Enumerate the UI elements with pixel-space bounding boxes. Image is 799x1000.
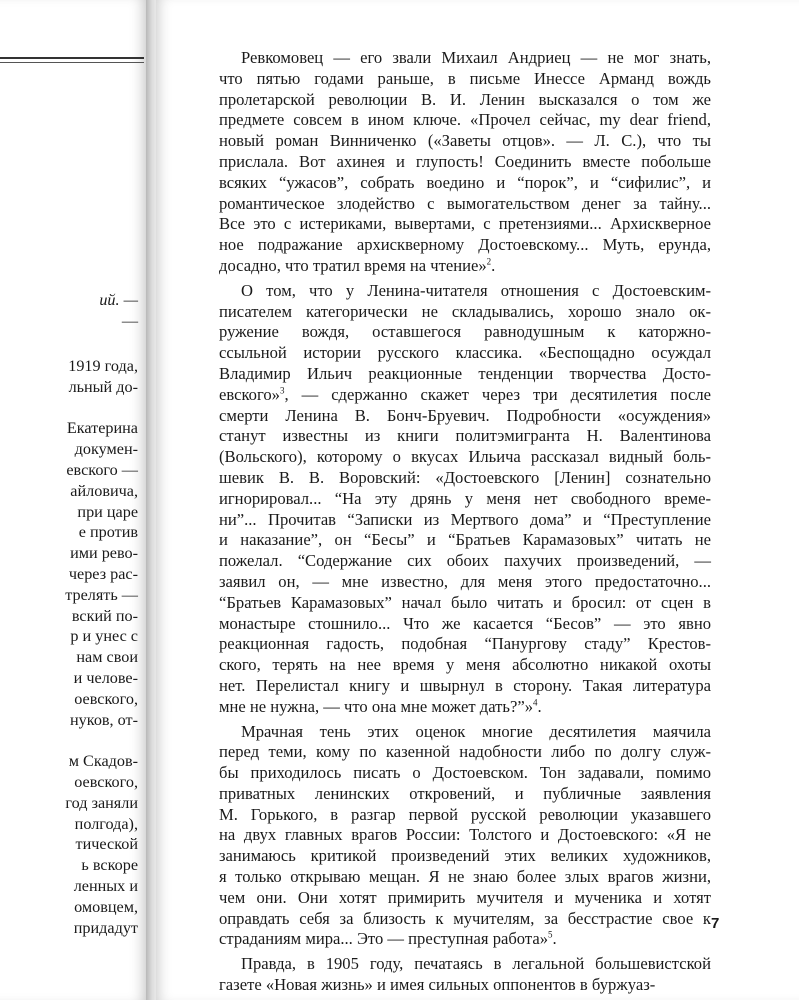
text-line (219, 322, 711, 343)
section-rule-thin (0, 62, 144, 63)
line-text: предмете совсем в ином ключе. «Прочел сейчас, my dear friend, (219, 110, 711, 130)
text-line (219, 634, 711, 655)
left-fragment-line: айловича, (70, 481, 138, 500)
line-text: чем они. Они хотят примирить мучителя и мученика и хотят (219, 887, 711, 907)
left-fragment-line: нуков, от- (70, 710, 138, 729)
text-line (219, 468, 711, 489)
line-text: страданиям мира... Это — преступная работа» (219, 929, 548, 949)
left-fragment-line: придадут (73, 918, 138, 937)
left-fragment-line: е против (78, 523, 138, 542)
line-text: смерти Ленина В. Бонч-Бруевич. Подробности «осуждения» (219, 405, 711, 425)
line-text: станут известны из книги политэмигранта Н. Валентинова (219, 426, 711, 446)
text-line (219, 343, 711, 364)
paragraph (219, 281, 711, 718)
left-fragment-line: м Скадов- (68, 752, 138, 771)
text-line (219, 194, 711, 215)
text-line (219, 385, 711, 406)
line-text: ского, терять на нее время у меня абсолютно никакой охоты (219, 655, 711, 675)
section-rule (0, 57, 144, 59)
line-text: монастыре стошнило... Что же касается “Бесов” — это явно (219, 613, 711, 633)
text-line (219, 975, 711, 996)
left-fragment-line: льный до- (68, 377, 138, 396)
left-fragment-line: ь вскоре (81, 856, 138, 875)
text-line (219, 235, 711, 256)
left-fragment-line: год заняли (65, 793, 138, 812)
left-fragment-line: при царе (77, 502, 138, 521)
text-line (219, 655, 711, 676)
paragraph (219, 954, 711, 996)
left-fragment-line (65, 730, 138, 751)
text-line (219, 447, 711, 468)
text-line (219, 406, 711, 427)
line-text: (Вольского), которому о вкусах Ильича рассказал видный боль- (219, 447, 711, 467)
line-text: что пятью годами раньше, в письме Инессе Арманд вождь (219, 68, 711, 88)
left-fragment-line: тической (75, 835, 138, 854)
line-text: заявил он, — мне известно, для меня этого предостаточно... (219, 571, 711, 591)
left-fragment-line: р и унес с (70, 627, 138, 646)
line-text: ное подражание архискверному Достоевскому... Муть, ерунда, (219, 235, 711, 255)
line-text: Мрачная тень этих оценок многие десятилетия маячила (241, 721, 711, 741)
text-line (219, 302, 711, 323)
main-text-column (219, 48, 711, 996)
text-line (219, 530, 711, 551)
line-text: нет. Перелистал книгу и швырнул в сторону. Такая литература (219, 675, 711, 695)
line-text: и наказание”, он “Бесы” и “Братьев Карамазовых” читать не (219, 530, 711, 550)
left-fragment-column (65, 356, 138, 938)
left-fragment-line: полгода), (74, 814, 138, 833)
footnote-ref: 3 (279, 385, 285, 396)
page-number: 7 (711, 915, 720, 932)
line-text: пожелал. “Содержание сих обоих пахучих произведений, — (219, 551, 711, 571)
text-line (219, 846, 711, 867)
left-fragment-top (99, 290, 138, 332)
left-fragment-line: оевского, (74, 689, 138, 708)
left-fragment-line: Екатерина (66, 419, 138, 438)
line-text: пролетарской революции В. И. Ленин высказался о том же (219, 89, 711, 109)
text-line (219, 110, 711, 131)
line-text: бы приходилось писать о Достоевском. Тон задавали, помимо (219, 763, 711, 783)
line-text: оправдать себя за близость к мучителям, за бесстрастие свое к (219, 908, 711, 928)
line-text: Владимир Ильич реакционные тенденции творчества Досто- (219, 363, 711, 383)
text-line (219, 867, 711, 888)
text-line (219, 825, 711, 846)
text-line (219, 510, 711, 531)
line-text: Все это с истериками, вывертами, с претензиями... Архискверное (219, 214, 711, 234)
left-fragment-line: ий. — (99, 291, 138, 309)
left-fragment-line: оевского, (74, 772, 138, 791)
right-page (156, 0, 799, 1000)
text-line (219, 426, 711, 447)
text-line (219, 888, 711, 909)
line-text: Правда, в 1905 году, печатаясь в легальной большевистской (241, 954, 711, 974)
line-text: ружение вождя, оставшегося равнодушным к каторжно- (219, 322, 711, 342)
line-text: “Братьев Карамазовых” начал было читать и бросил: от сцен в (219, 592, 711, 612)
paragraph (219, 48, 711, 277)
left-fragment-line: 1919 года, (68, 357, 138, 375)
paragraph (219, 722, 711, 951)
line-text: газете «Новая жизнь» и имея сильных оппонентов в буржуаз- (219, 975, 656, 995)
line-text: писателем категорически не складывались, хорошо знало ок- (219, 301, 711, 321)
text-line (219, 742, 711, 763)
line-text: , — сдержанно скажет через три десятилетия после (284, 384, 711, 404)
text-line (219, 90, 711, 111)
left-fragment-line: вский по- (71, 606, 138, 625)
line-text: романтическое злодейство с вымогательством денег за тайну... (219, 193, 711, 213)
text-line (219, 364, 711, 385)
text-line (219, 614, 711, 635)
line-text: перед теми, кому по казенной надобности либо по долгу служ- (219, 742, 711, 762)
text-line (219, 954, 711, 975)
left-fragment-line (65, 398, 138, 419)
text-line (219, 173, 711, 194)
text-line (219, 152, 711, 173)
line-text: евского» (219, 384, 280, 404)
text-line (219, 805, 711, 826)
left-fragment-line: евского — (66, 460, 138, 479)
line-text: игнорировал... “На эту дрянь у меня нет свободного време- (219, 488, 711, 508)
text-line: страданиям мира... Это — преступная работа»$^5$. (219, 929, 557, 949)
text-line (219, 722, 711, 743)
line-text: прислала. Вот ахинея и глупость! Соединить вместе побольше (219, 151, 711, 171)
left-fragment-line: ленных и (73, 876, 138, 895)
left-fragment-line: через рас- (68, 564, 138, 583)
text-line (219, 909, 711, 930)
text-line (219, 763, 711, 784)
text-line: досадно, что тратил время на чтение»$^2$. (219, 255, 496, 275)
left-fragment-line: докумен- (74, 440, 138, 459)
footnote-ref: 5 (548, 929, 553, 940)
book-gutter (146, 0, 156, 1000)
line-text: реакционная гадость, подобная “Панургову стаду” Крестов- (219, 634, 711, 654)
footnote-ref: 2 (486, 256, 492, 267)
text-line (219, 131, 711, 152)
line-text: приватных ленинских откровений, и публичные заявления (219, 783, 711, 803)
text-line (219, 784, 711, 805)
line-text: Ревкомовец — его звали Михаил Андриец — не мог знать, (241, 48, 711, 67)
line-text: ссыльной истории русского классика. «Беспощадно осуждал (219, 343, 711, 363)
line-text: шевик В. В. Воровский: «Достоевского [Ленин] сознательно (219, 467, 711, 487)
text-line (219, 69, 711, 90)
text-line: мне не нужна, — что она мне может дать?”»$^4$. (219, 696, 542, 716)
line-text: всяких “ужасов”, собрать воедино и “порок”, и “сифилис”, и (219, 172, 711, 192)
text-line (219, 214, 711, 235)
left-page (0, 0, 146, 1000)
line-text: новый роман Винниченко («Заветы отцов». — Л. С.), что ты (219, 131, 711, 151)
text-line (219, 676, 711, 697)
line-text: О том, что у Ленина-читателя отношения с Достоевским- (241, 280, 711, 300)
text-line (219, 551, 711, 572)
line-text: М. Горького, в разгар первой русской революции указавшего (219, 804, 711, 824)
line-text: мне не нужна, — что она мне может дать?”» (219, 696, 534, 716)
line-text: на двух главных врагов России: Толстого и Достоевского: «Я не (219, 825, 711, 845)
left-fragment-line: и челове- (73, 668, 138, 687)
line-text: я только открываю мещан. Я не знаю более злых врагов жизни, (219, 867, 711, 887)
text-line (219, 572, 711, 593)
line-text: занимаюсь критикой произведений этих великих художников, (219, 846, 711, 866)
footnote-ref: 4 (533, 697, 538, 708)
left-fragment-line: трелять — (65, 585, 138, 604)
left-fragment-line: ими рево- (70, 544, 138, 563)
text-line (219, 48, 711, 69)
text-line (219, 489, 711, 510)
left-fragment-line: омовцем, (74, 897, 138, 916)
text-line (219, 281, 711, 302)
line-text: досадно, что тратил время на чтение» (219, 255, 487, 275)
line-text: ни”... Прочитав “Записки из Мертвого дома” и “Преступление (219, 509, 711, 529)
left-fragment-line: — (121, 311, 138, 330)
left-fragment-line: нам свои (76, 648, 138, 667)
text-line (219, 593, 711, 614)
